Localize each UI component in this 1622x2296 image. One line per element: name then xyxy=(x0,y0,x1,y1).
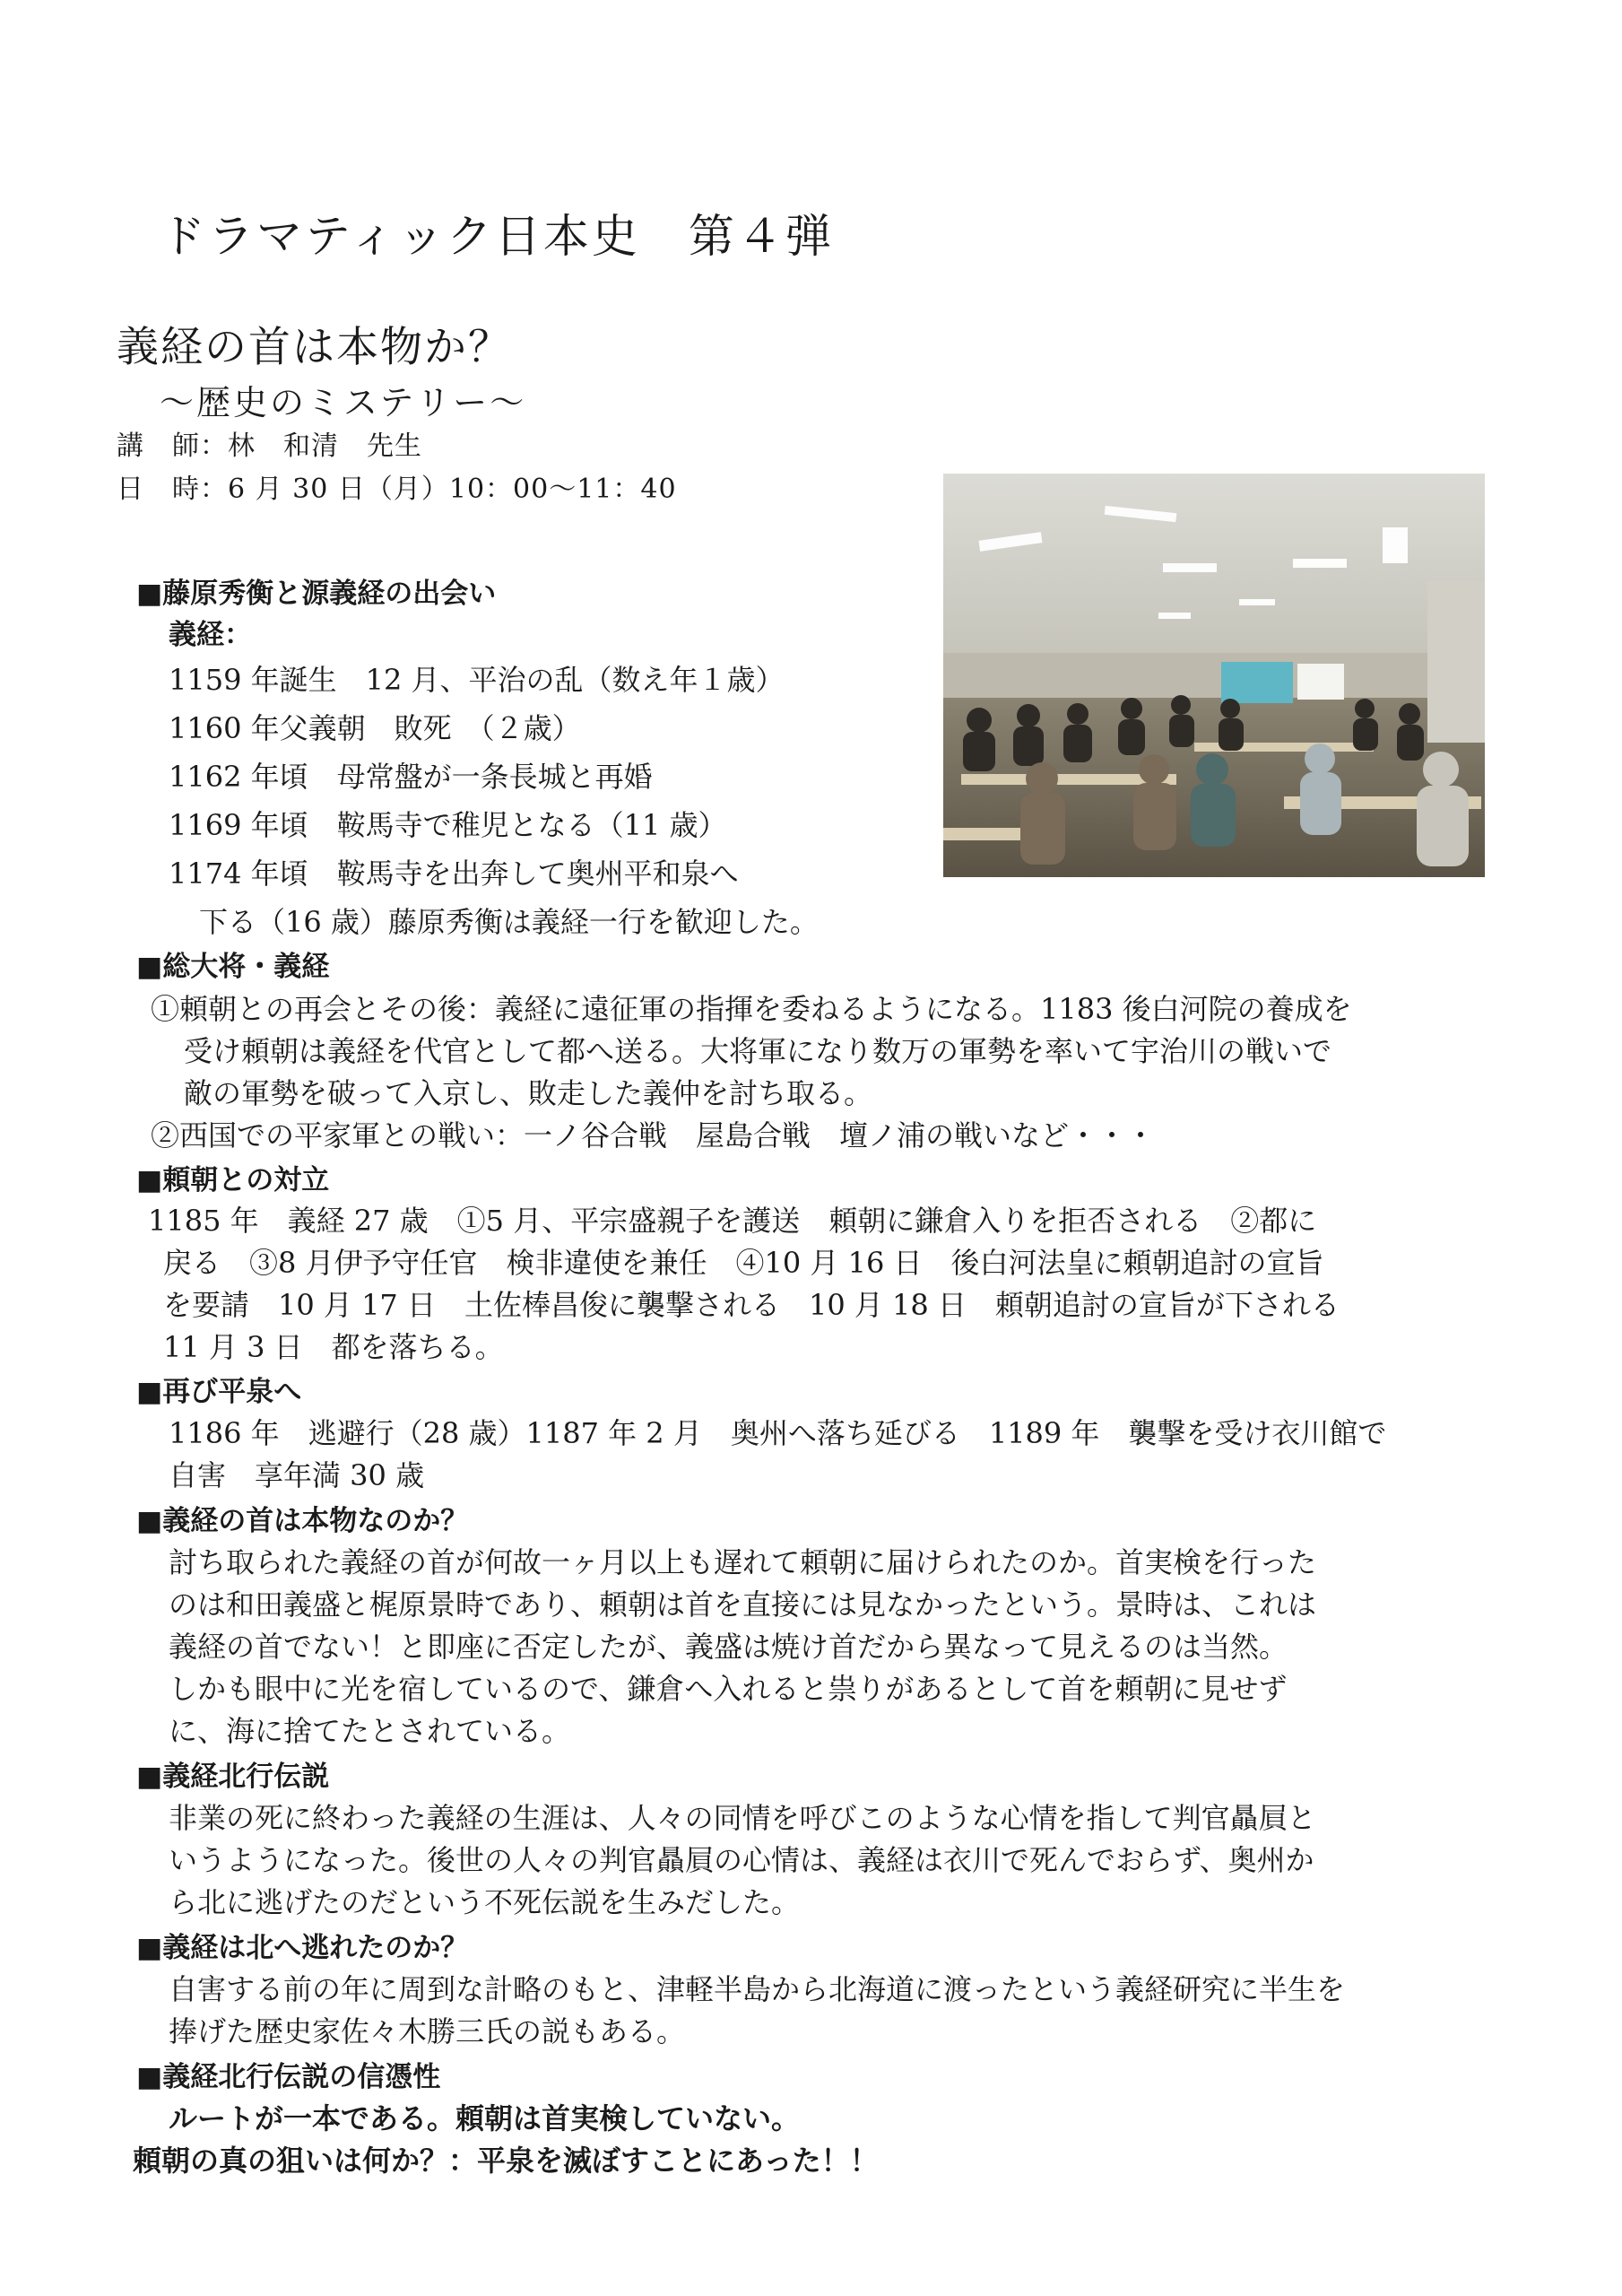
series-title: ドラマティック日本史 第４弾 xyxy=(160,211,834,264)
timeline-line: 1160 年父義朝 敗死 （２歳） xyxy=(169,711,581,745)
timeline-line: 1159 年誕生 12 月、平治の乱（数え年１歳） xyxy=(169,663,785,697)
section-heading-hiraizumi: ■再び平泉へ xyxy=(136,1376,302,1408)
paragraph-line: 受け頼朝は義経を代官として都へ送る。大将軍になり数万の軍勢を率いて宇治川の戦いで xyxy=(184,1034,1332,1068)
conclusion-line: 頼朝の真の狙いは何か？：平泉を滅ぼすことにあった！！ xyxy=(133,2144,879,2178)
timeline-line: 1174 年頃 鞍馬寺を出奔して奥州平和泉へ xyxy=(169,857,739,891)
page-title: 義経の首は本物か？ xyxy=(117,323,512,372)
paragraph-line: 1186 年 逃避行（28 歳）1187 年 2 月 奥州へ落ち延びる 1189 年 襲撃を受け衣川館で xyxy=(169,1416,1387,1450)
section-heading-meeting: ■藤原秀衡と源義経の出会い xyxy=(136,578,497,610)
paragraph-line: ①頼朝との再会とその後：義経に遠征軍の指揮を委ねるようになる。1183 後白河院の養成を xyxy=(151,992,1352,1026)
lecture-hall-photo xyxy=(943,474,1485,877)
paragraph-line: ら北に逃げたのだという不死伝説を生みだした。 xyxy=(169,1885,801,1919)
timeline-line: 1162 年頃 母常盤が一条長城と再婚 xyxy=(169,760,653,794)
timeline-line: 1169 年頃 鞍馬寺で稚児となる（11 歳） xyxy=(169,808,727,842)
paragraph-line: 自害する前の年に周到な計略のもと、津軽半島から北海道に渡ったという義経研究に半生を xyxy=(169,1972,1346,2006)
paragraph-line: に、海に捨てたとされている。 xyxy=(169,1714,571,1748)
paragraph-line: 義経の首でない！と即座に否定したが、義盛は焼け首だから異なって見えるのは当然。 xyxy=(169,1630,1288,1664)
paragraph-line: ②西国での平家軍との戦い：一ノ谷合戦 屋島合戦 壇ノ浦の戦いなど・・・ xyxy=(151,1118,1156,1152)
section-heading-commander: ■総大将・義経 xyxy=(136,951,330,983)
paragraph-line: 自害 享年満 30 歳 xyxy=(169,1458,425,1492)
page-subtitle: ～歴史のミステリー～ xyxy=(160,383,527,422)
paragraph-line: を要請 10 月 17 日 土佐棒昌俊に襲撃される 10 月 18 日 頼朝追討の宣旨が下される xyxy=(163,1288,1340,1322)
paragraph-line: 11 月 3 日 都を落ちる。 xyxy=(163,1330,504,1364)
lecture-hall-image xyxy=(943,474,1485,877)
conclusion-line: ルートが一本である。頼朝は首実検していない。 xyxy=(169,2101,801,2135)
timeline-line: 下る（16 歳）藤原秀衡は義経一行を歓迎した。 xyxy=(199,905,819,939)
section-subheading-yoshitsune: 義経： xyxy=(169,619,252,651)
paragraph-line: 敵の軍勢を破って入京し、敗走した義仲を討ち取る。 xyxy=(184,1076,873,1110)
datetime: 日 時：6 月 30 日（月）10：00～11：40 xyxy=(117,474,677,505)
section-heading-northern-legend: ■義経北行伝説 xyxy=(136,1761,330,1793)
paragraph-line: 討ち取られた義経の首が何故一ヶ月以上も遅れて頼朝に届けられたのか。首実検を行った xyxy=(169,1545,1317,1579)
section-heading-conflict: ■頼朝との対立 xyxy=(136,1164,330,1196)
section-heading-escape-north: ■義経は北へ逃れたのか？ xyxy=(136,1932,469,1964)
paragraph-line: いうようになった。後世の人々の判官贔屓の心情は、義経は衣川で死んでおらず、奥州か xyxy=(169,1843,1314,1877)
paragraph-line: のは和田義盛と梶原景時であり、頼朝は首を直接には見なかったという。景時は、これは xyxy=(169,1587,1317,1622)
paragraph-line: 1185 年 義経 27 歳 ①5 月、平宗盛親子を護送 頼朝に鎌倉入りを拒否される ②都に xyxy=(148,1204,1317,1238)
section-heading-credibility: ■義経北行伝説の信憑性 xyxy=(136,2061,441,2093)
lecturer: 講 師：林 和清 先生 xyxy=(117,430,422,462)
paragraph-line: しかも眼中に光を宿しているので、鎌倉へ入れると祟りがあるとして首を頼朝に見せず xyxy=(169,1672,1288,1706)
paragraph-line: 非業の死に終わった義経の生涯は、人々の同情を呼びこのような心情を指して判官贔屓と xyxy=(169,1801,1316,1835)
paragraph-line: 戻る ③8 月伊予守任官 検非違使を兼任 ④10 月 16 日 後白河法皇に頼朝追討の宣旨 xyxy=(163,1246,1324,1280)
paragraph-line: 捧げた歴史家佐々木勝三氏の説もある。 xyxy=(169,2014,686,2048)
section-heading-head-real: ■義経の首は本物なのか？ xyxy=(136,1505,469,1537)
